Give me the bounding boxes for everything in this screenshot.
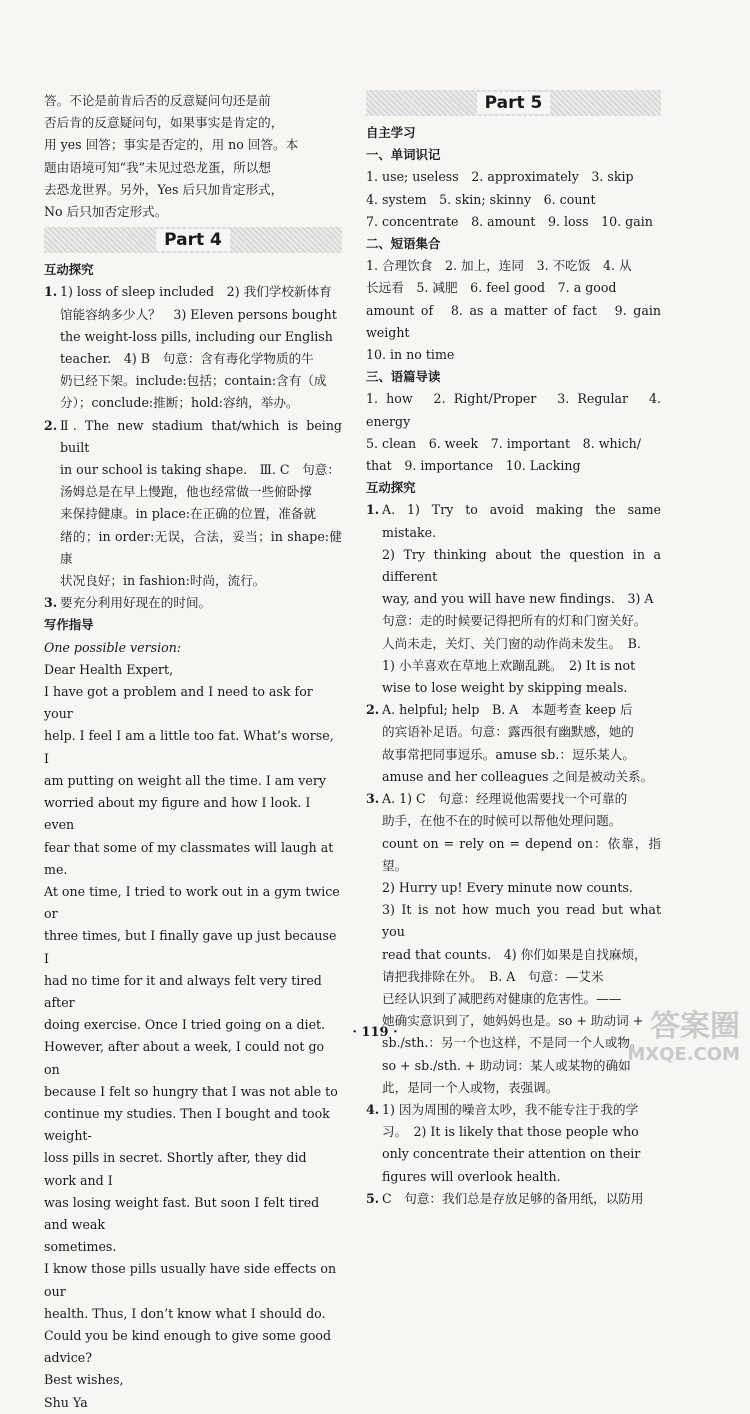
text-line: had no time for it and always felt very tired after: [44, 972, 322, 1010]
text-line: 绪的；in order:无误，合法，妥当；in shape:健康: [60, 528, 342, 566]
text-line: 故事常把同事逗乐。amuse sb.：逗乐某人。: [382, 746, 635, 762]
text-line: amuse and her colleagues 之间是被动关系。: [382, 768, 654, 784]
text-line: sometimes.: [44, 1239, 117, 1255]
text-line: in our school is taking shape. Ⅲ. C 句意：: [60, 462, 340, 478]
text-line: 3) It is not how much you read but what you: [382, 902, 661, 940]
text-line: Could you be kind enough to give some good advice?: [44, 1327, 332, 1366]
text-line: However, after about a week, I could not go on: [44, 1039, 325, 1077]
intro-paragraph: [44, 90, 342, 223]
text-line: amount of 8. as a matter of fact 9. gain weight: [366, 302, 661, 340]
text-line: continue my studies. Then I bought and took weight-: [44, 1105, 330, 1144]
text-line: No 后只加否定形式。: [44, 204, 168, 220]
text-line: 题由语境可知“我”未见过恐龙蛋，所以想: [44, 159, 271, 175]
text-line: 汤姆总是在早上慢跑，他也经常做一些俯卧撑: [60, 484, 312, 500]
watermark-url: MXQE.COM: [627, 1044, 740, 1065]
text-line: so + sb./sth. + 助动词：某人或某物的确如: [382, 1057, 631, 1073]
text-line: A. 1) C 句意：经理说他需要找一个可靠的: [382, 791, 628, 807]
text-line: 来保持健康。in place:在正确的位置，准备就: [60, 506, 316, 522]
text-line: A. helpful; help B. A 本题考查 keep 后: [382, 702, 633, 718]
left-column: [44, 90, 342, 1414]
text-line: 此，是同一个人或物，表强调。: [382, 1079, 559, 1095]
text-line: 句意：走的时候要记得把所有的灯和门窗关好。: [382, 613, 647, 629]
text-line: 请把我排除在外。 B. A 句意：—艾米: [382, 968, 604, 984]
text-line: because I felt so hungry that I was not able to: [44, 1083, 338, 1099]
text-line: was losing weight fast. But soon I felt tired and weak: [44, 1194, 320, 1232]
section-title-self-study: 自主学习: [366, 125, 416, 140]
text-line: worried about my figure and how I look. I even: [44, 795, 311, 833]
text-line: loss pills in secret. Shortly after, they did work and I: [44, 1150, 307, 1188]
section-title-interactive: 互动探究: [44, 262, 94, 278]
text-line: 5. clean 6. week 7. important 8. which/: [366, 435, 642, 451]
text-line: Ⅱ. The new stadium that/which is being built: [60, 417, 342, 455]
phrases-answers: [366, 255, 661, 366]
text-line: Dear Health Expert,: [44, 661, 174, 677]
text-line: 奶已经下架。include:包括；contain:含有（成: [60, 373, 327, 389]
subsection-reading: 三、语篇导读: [366, 369, 441, 385]
text-line: read that counts. 4) 你们如果是自找麻烦，: [382, 946, 647, 962]
text-line: teacher. 4) B 句意：含有毒化学物质的牛: [60, 351, 314, 367]
text-line: 10. in no time: [366, 347, 455, 363]
words-answers: [366, 166, 661, 233]
text-line: health. Thus, I don’t know what I should do.: [44, 1305, 326, 1321]
text-line: 习。 2) It is likely that those people who: [382, 1124, 639, 1140]
watermark-text: 答案圈: [650, 1009, 740, 1044]
subsection-words: 一、单词识记: [366, 147, 441, 163]
question-1: 1. 1) loss of sleep included 2) 我们学校新体育 馆能容纳多少人？ 3) Eleven persons bought the weight-loss pills, including our English teacher. 4) B 句意：含有毒化学物质的牛 奶已经下架。include:包括；contain:含有（成 分）；conclude:推断；hold:容纳，举办。: [44, 281, 342, 414]
text-line: 2) Try thinking about the question in a different: [382, 546, 661, 585]
text-line: 否后肯的反意疑问句，如果事实是肯定的，: [44, 115, 284, 131]
text-line: 分）；conclude:推断；hold:容纳，举办。: [60, 395, 299, 411]
text-line: fear that some of my classmates will laugh at me.: [44, 839, 334, 877]
watermark-logo: [590, 1010, 740, 1076]
section-title-interactive: 互动探究: [366, 480, 416, 496]
text-line: wise to lose weight by skipping meals.: [382, 680, 628, 696]
text-line: 人尚未走，关灯、关门窗的动作尚未发生。 B.: [382, 635, 641, 651]
question-2: 2. Ⅱ. The new stadium that/which is being built in our school is taking shape. Ⅲ. C 句意： 汤姆总是在早上慢跑，他也经常做一些俯卧撑 来保持健康。in place:在正确的位置，准备就 绪的；in order:无误，合法，妥当；in shape:健康 状况良好；in fashion:时尚，流行。: [44, 415, 342, 593]
reading-answers: [366, 388, 661, 477]
text-line: 助手，在他不在的时候可以帮他处理问题。: [382, 813, 622, 829]
text-line: A. 1) Try to avoid making the same mistake.: [382, 502, 661, 540]
text-line: 长远看 5. 减肥 6. feel good 7. a good: [366, 280, 617, 296]
text-line: 她确实意识到了，她妈妈也是。so + 助动词 +: [382, 1013, 644, 1029]
text-line: 馆能容纳多少人？ 3) Eleven persons bought: [60, 306, 337, 322]
text-line: 1. use; useless 2. approximately 3. skip: [366, 169, 634, 185]
text-line: 4. system 5. skin; skinny 6. count: [366, 191, 596, 207]
text-line: 状况良好；in fashion:时尚，流行。: [60, 573, 266, 589]
text-line: I know those pills usually have side effects on our: [44, 1261, 337, 1299]
subsection-phrases: 二、短语集合: [366, 236, 441, 252]
text-line: Shu Ya: [44, 1394, 88, 1410]
text-line: 1) loss of sleep included 2) 我们学校新体育: [60, 284, 332, 300]
text-line: 去恐龙世界。另外，Yes 后只加肯定形式，: [44, 181, 284, 197]
text-line: 答。不论是前肯后否的反意疑问句还是前: [44, 93, 271, 108]
text-line: I have got a problem and I need to ask for your: [44, 684, 313, 722]
text-line: sb./sth.：另一个也这样，不是同一个人或物。: [382, 1035, 643, 1051]
text-line: Best wishes,: [44, 1372, 124, 1388]
text-line: way, and you will have new findings. 3) A: [382, 591, 654, 607]
text-line: the weight-loss pills, including our English: [60, 328, 333, 344]
question-4: 4. 1) 因为周围的噪音太吵，我不能专注于我的学 习。 2) It is likely that those people who only concentrate their attention on their figures will overlook health.: [366, 1099, 661, 1188]
text-line: am putting on weight all the time. I am very: [44, 772, 326, 788]
text-line: 用 yes 回答；事实是否定的，用 no 回答。本: [44, 137, 299, 153]
question-1: 1. A. 1) Try to avoid making the same mistake. 2) Try thinking about the question in a different way, and you will have new findings. 3) A 句意：走的时候要记得把所有的灯和门窗关好。 人尚未走，关灯、关门窗的动作尚未发生。 B. 1) 小羊喜欢在草地上欢蹦乱跳。 2) It is not wise to lose weight by skipping meals.: [366, 499, 661, 699]
text-line: 1) 因为周围的噪音太吵，我不能专注于我的学: [382, 1101, 639, 1117]
page-number: · 119 ·: [352, 1025, 398, 1040]
text-line: 1) 小羊喜欢在草地上欢蹦乱跳。 2) It is not: [382, 657, 636, 673]
part4-banner: [44, 227, 342, 253]
text-line: 1. how 2. Right/Proper 3. Regular 4. energy: [366, 391, 661, 429]
text-line: figures will overlook health.: [382, 1168, 561, 1184]
section-title-writing: 写作指导: [44, 617, 94, 633]
text-line: 的宾语补足语。句意：露西很有幽默感，她的: [382, 724, 634, 740]
question-5: 5. C 句意：我们总是存放足够的备用纸，以防用: [366, 1190, 644, 1206]
text-line: count on = rely on = depend on：依靠，指望。: [382, 835, 661, 873]
text-line: doing exercise. Once I tried going on a diet.: [44, 1017, 326, 1033]
text-line: 1. 合理饮食 2. 加上，连同 3. 不吃饭 4. 从: [366, 258, 632, 274]
part5-banner: [366, 90, 661, 116]
text-line: help. I feel I am a little too fat. What’s worse, I: [44, 728, 334, 766]
question-3: 3. A. 1) C 句意：经理说他需要找一个可靠的 助手，在他不在的时候可以帮他处理问题。 count on = rely on = depend on：依靠，指望。 2) Hurry up! Every minute now counts. 3) It is not how much you read but what you read that counts. 4) 你们如果是自找麻烦， 请把我排除在外。 B. A 句意：—艾米 已经认识到了减肥药对健康的危害性。—— 她确实意识到了，她妈妈也是。so + 助动词 + sb./sth.：另一个也这样，不是同一个人或物。 so + sb./sth. + 助动词：某人或某物的确如 此，是同一个人或物，表强调。: [366, 788, 661, 1099]
text-line: only concentrate their attention on their: [382, 1146, 641, 1162]
part4-title: Part 4: [156, 229, 230, 251]
text-line: 已经认识到了减肥药对健康的危害性。——: [382, 990, 622, 1006]
text-line: 2) Hurry up! Every minute now counts.: [382, 879, 633, 895]
part5-title: Part 5: [477, 92, 551, 114]
text-line: three times, but I finally gave up just because I: [44, 928, 337, 966]
text-line: 7. concentrate 8. amount 9. loss 10. gain: [366, 213, 653, 229]
sample-letter: [44, 659, 342, 1414]
text-line: At one time, I tried to work out in a gym twice or: [44, 883, 340, 922]
text-line: that 9. importance 10. Lacking: [366, 458, 581, 474]
question-2: 2. A. helpful; help B. A 本题考查 keep 后 的宾语补足语。句意：露西很有幽默感，她的 故事常把同事逗乐。amuse sb.：逗乐某人。 amuse and her colleagues 之间是被动关系。: [366, 699, 661, 788]
question-3: 3. 要充分利用好现在的时间。: [44, 595, 212, 611]
version-label: One possible version:: [44, 639, 182, 655]
